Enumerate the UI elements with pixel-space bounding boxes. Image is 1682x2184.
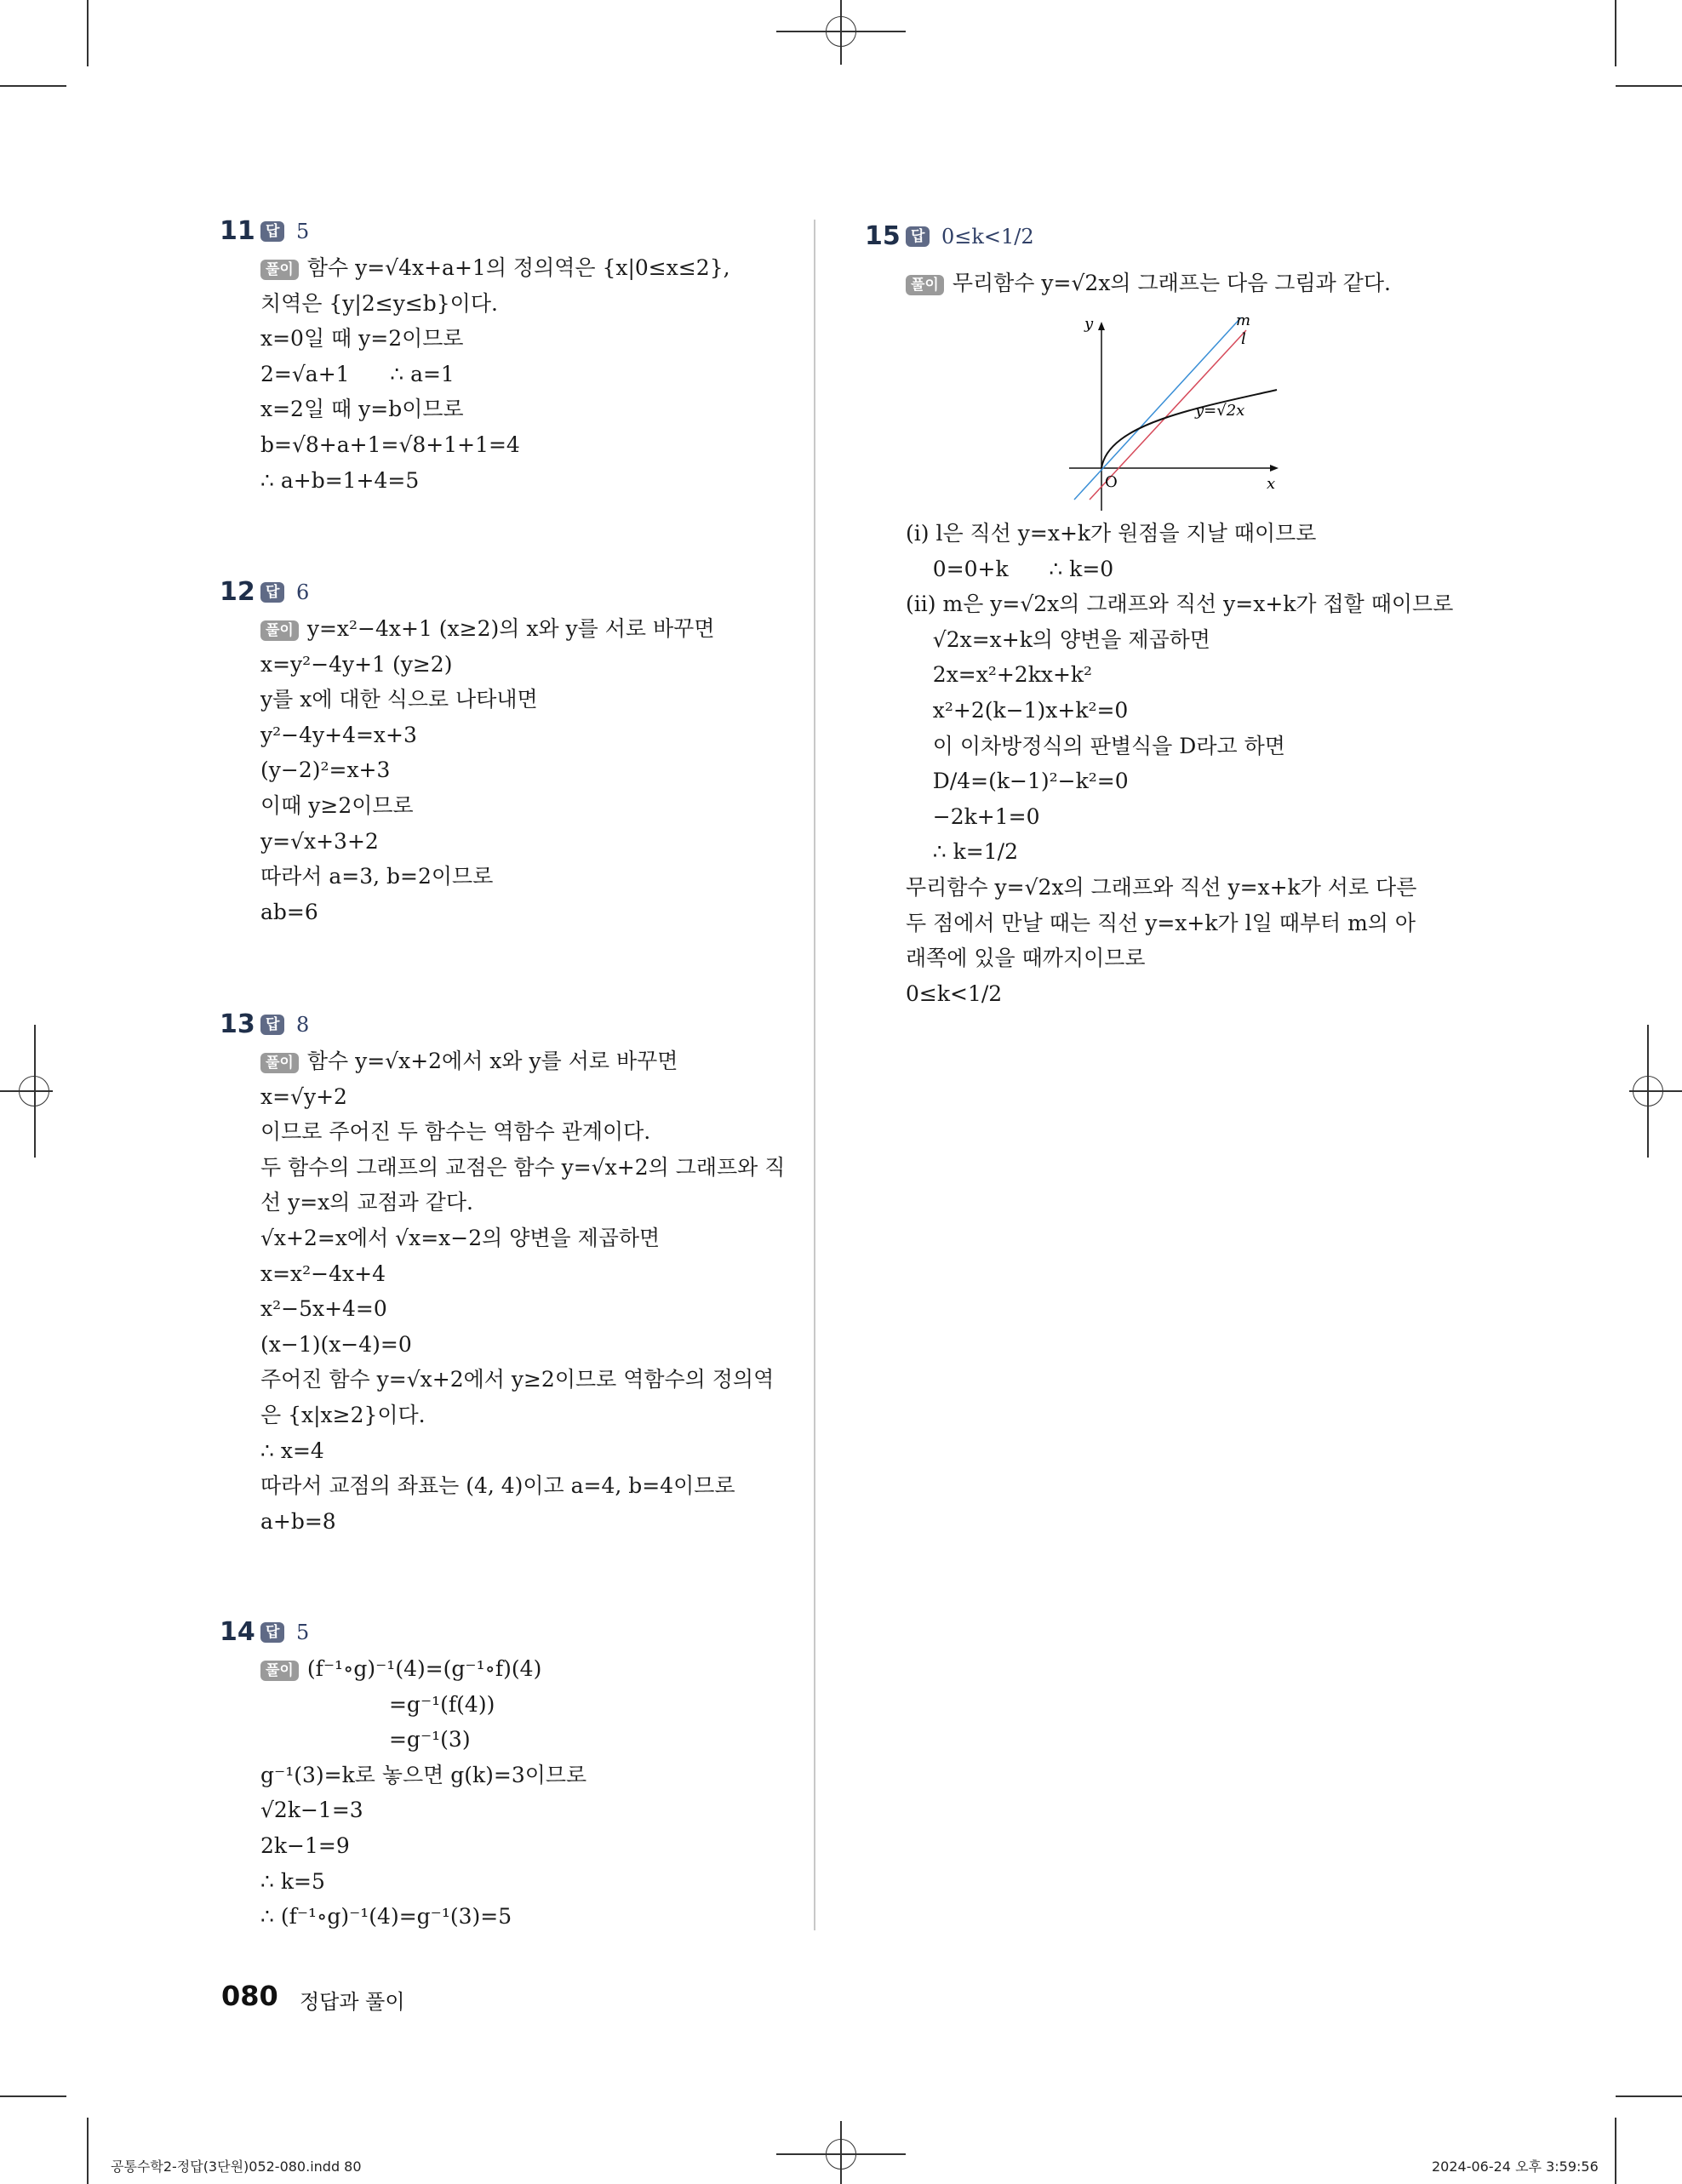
solution-body [260, 1043, 785, 1539]
solution-line: (x−1)(x−4)=0 [260, 1331, 412, 1357]
solution-body-continued [906, 516, 1453, 1011]
solution-line: 0=0+k ∴ k=0 [906, 556, 1114, 581]
answer-value: 0≤k<1/2 [941, 225, 1034, 249]
solution-line: (f⁻¹∘g)⁻¹(4)=(g⁻¹∘f)(4) [306, 1656, 542, 1681]
solution-line: 2k−1=9 [260, 1832, 350, 1858]
crop-mark [0, 2095, 66, 2097]
solution-line: 치역은 {y|2≤y≤b}이다. [260, 290, 498, 316]
solution-line: (ⅰ) l은 직선 y=x+k가 원점을 지날 때이므로 [906, 521, 1317, 546]
answer-tag: 답 [260, 221, 284, 242]
solution-line: D/4=(k−1)²−k²=0 [906, 769, 1129, 794]
function-graph [1052, 310, 1290, 514]
solution-line: g⁻¹(3)=k로 놓으면 g(k)=3이므로 [260, 1762, 587, 1787]
crop-mark [1615, 2118, 1616, 2184]
solution-line: (y−2)²=x+3 [260, 758, 391, 783]
solution-tag: 풀이 [260, 1661, 299, 1681]
solution-line: ∴ k=1/2 [906, 839, 1018, 865]
origin-label: O [1105, 473, 1118, 491]
solution-body [906, 266, 1391, 301]
problem-11 [220, 216, 781, 493]
solution-line: 함수 y=√4x+a+1의 정의역은 {x|0≤x≤2}, [306, 255, 730, 280]
answer-tag: 답 [260, 1015, 284, 1035]
solution-line: ∴ a+b=1+4=5 [260, 467, 420, 493]
solution-line: b=√8+a+1=√8+1+1=4 [260, 432, 520, 457]
crop-mark [87, 2118, 89, 2184]
curve-sqrt-2x [1101, 390, 1277, 468]
solution-line: 무리함수 y=√2x의 그래프는 다음 그림과 같다. [952, 271, 1391, 295]
solution-line: 주어진 함수 y=√x+2에서 y≥2이므로 역함수의 정의역 [260, 1367, 775, 1392]
page-number: 080 [221, 1980, 278, 2012]
answer-value: 6 [296, 580, 310, 604]
curve-label: y=√2x [1195, 402, 1245, 420]
solution-line: 선 y=x의 교점과 같다. [260, 1190, 474, 1215]
column-divider [814, 220, 815, 1930]
solution-line: 두 함수의 그래프의 교점은 함수 y=√x+2의 그래프와 직 [260, 1154, 786, 1180]
solution-line: a+b=8 [260, 1508, 336, 1534]
problem-12 [220, 577, 781, 938]
line-m-label: m [1236, 312, 1251, 329]
solution-line: x=√y+2 [260, 1083, 347, 1109]
solution-line: x²+2(k−1)x+k²=0 [906, 697, 1129, 723]
solution-line: 두 점에서 만날 때는 직선 y=x+k가 l일 때부터 m의 아 [906, 910, 1416, 935]
solution-line: 이때 y≥2이므로 [260, 792, 414, 818]
problem-number: 11 [220, 216, 255, 246]
x-axis-label: x [1267, 475, 1276, 493]
print-timestamp: 2024-06-24 오후 3:59:56 [1432, 2158, 1599, 2175]
crop-mark [1616, 85, 1682, 87]
solution-line: (ⅱ) m은 y=√2x의 그래프와 직선 y=x+k가 접할 때이므로 [906, 592, 1454, 617]
solution-line: ∴ (f⁻¹∘g)⁻¹(4)=g⁻¹(3)=5 [260, 1904, 512, 1930]
solution-line: 함수 y=√x+2에서 x와 y를 서로 바꾸면 [306, 1049, 678, 1073]
problem-14 [220, 1617, 781, 1944]
answer-value: 5 [296, 220, 310, 243]
answer-value: 8 [296, 1013, 310, 1037]
solution-line: 2x=x²+2kx+k² [906, 662, 1093, 688]
solution-line: x=2일 때 y=b이므로 [260, 397, 464, 422]
y-axis-label: y [1084, 315, 1094, 333]
file-slug: 공통수학2-정답(3단원)052-080.indd 80 [111, 2158, 362, 2175]
crop-mark [0, 85, 66, 87]
solution-line: ∴ k=5 [260, 1868, 325, 1894]
solution-line: =g⁻¹(f(4)) [260, 1691, 495, 1717]
y-axis-arrow [1098, 322, 1105, 330]
problem-13 [220, 1009, 786, 1558]
solution-body [260, 611, 714, 929]
crop-mark [87, 0, 89, 66]
problem-number: 13 [220, 1009, 255, 1039]
solution-line: y를 x에 대한 식으로 나타내면 [260, 687, 538, 712]
solution-body [260, 250, 730, 498]
solution-line: 래쪽에 있을 때까지이므로 [906, 946, 1146, 971]
solution-line: 따라서 a=3, b=2이므로 [260, 864, 494, 889]
solution-tag: 풀이 [260, 620, 299, 641]
solution-line: 2=√a+1 ∴ a=1 [260, 361, 455, 386]
section-title: 정답과 풀이 [300, 1990, 405, 2014]
solution-tag: 풀이 [260, 260, 299, 280]
solution-line: √2k−1=3 [260, 1798, 363, 1823]
solution-line: =g⁻¹(3) [260, 1727, 471, 1752]
solution-line: 이므로 주어진 두 함수는 역함수 관계이다. [260, 1119, 651, 1145]
solution-line: 무리함수 y=√2x의 그래프와 직선 y=x+k가 서로 다른 [906, 874, 1417, 900]
solution-line: y=√x+3+2 [260, 828, 379, 854]
crop-mark [1616, 2095, 1682, 2097]
solution-line: 이 이차방정식의 판별식을 D라고 하면 [906, 733, 1285, 758]
line-l-label: l [1241, 330, 1246, 348]
solution-line: x=0일 때 y=2이므로 [260, 326, 464, 352]
solution-line: √2x=x+k의 양변을 제곱하면 [906, 626, 1210, 652]
problem-number: 15 [865, 221, 901, 251]
answer-tag: 답 [260, 1622, 284, 1643]
solution-line: −2k+1=0 [906, 803, 1040, 829]
x-axis-arrow [1270, 465, 1279, 472]
answer-tag: 답 [906, 226, 930, 247]
solution-line: y²−4y+4=x+3 [260, 722, 417, 747]
problem-number: 14 [220, 1617, 255, 1647]
solution-line: x=x²−4x+4 [260, 1261, 386, 1286]
solution-body [260, 1651, 586, 1935]
solution-line: y=x²−4x+1 (x≥2)의 x와 y를 서로 바꾸면 [306, 616, 715, 641]
answer-value: 5 [296, 1621, 310, 1644]
solution-line: 0≤k<1/2 [906, 981, 1003, 1006]
solution-tag: 풀이 [260, 1053, 299, 1073]
solution-line: 따라서 교점의 좌표는 (4, 4)이고 a=4, b=4이므로 [260, 1473, 735, 1499]
solution-line: x=y²−4y+1 (y≥2) [260, 651, 453, 677]
answer-tag: 답 [260, 582, 284, 603]
problem-15 [865, 221, 1454, 1084]
crop-mark [1615, 0, 1616, 66]
solution-line: √x+2=x에서 √x=x−2의 양변을 제곱하면 [260, 1225, 661, 1250]
solution-tag: 풀이 [906, 275, 944, 295]
solution-line: ∴ x=4 [260, 1438, 324, 1463]
solution-line: x²−5x+4=0 [260, 1296, 387, 1322]
solution-line: ab=6 [260, 899, 318, 924]
solution-line: 은 {x|x≥2}이다. [260, 1402, 426, 1427]
problem-number: 12 [220, 577, 255, 607]
